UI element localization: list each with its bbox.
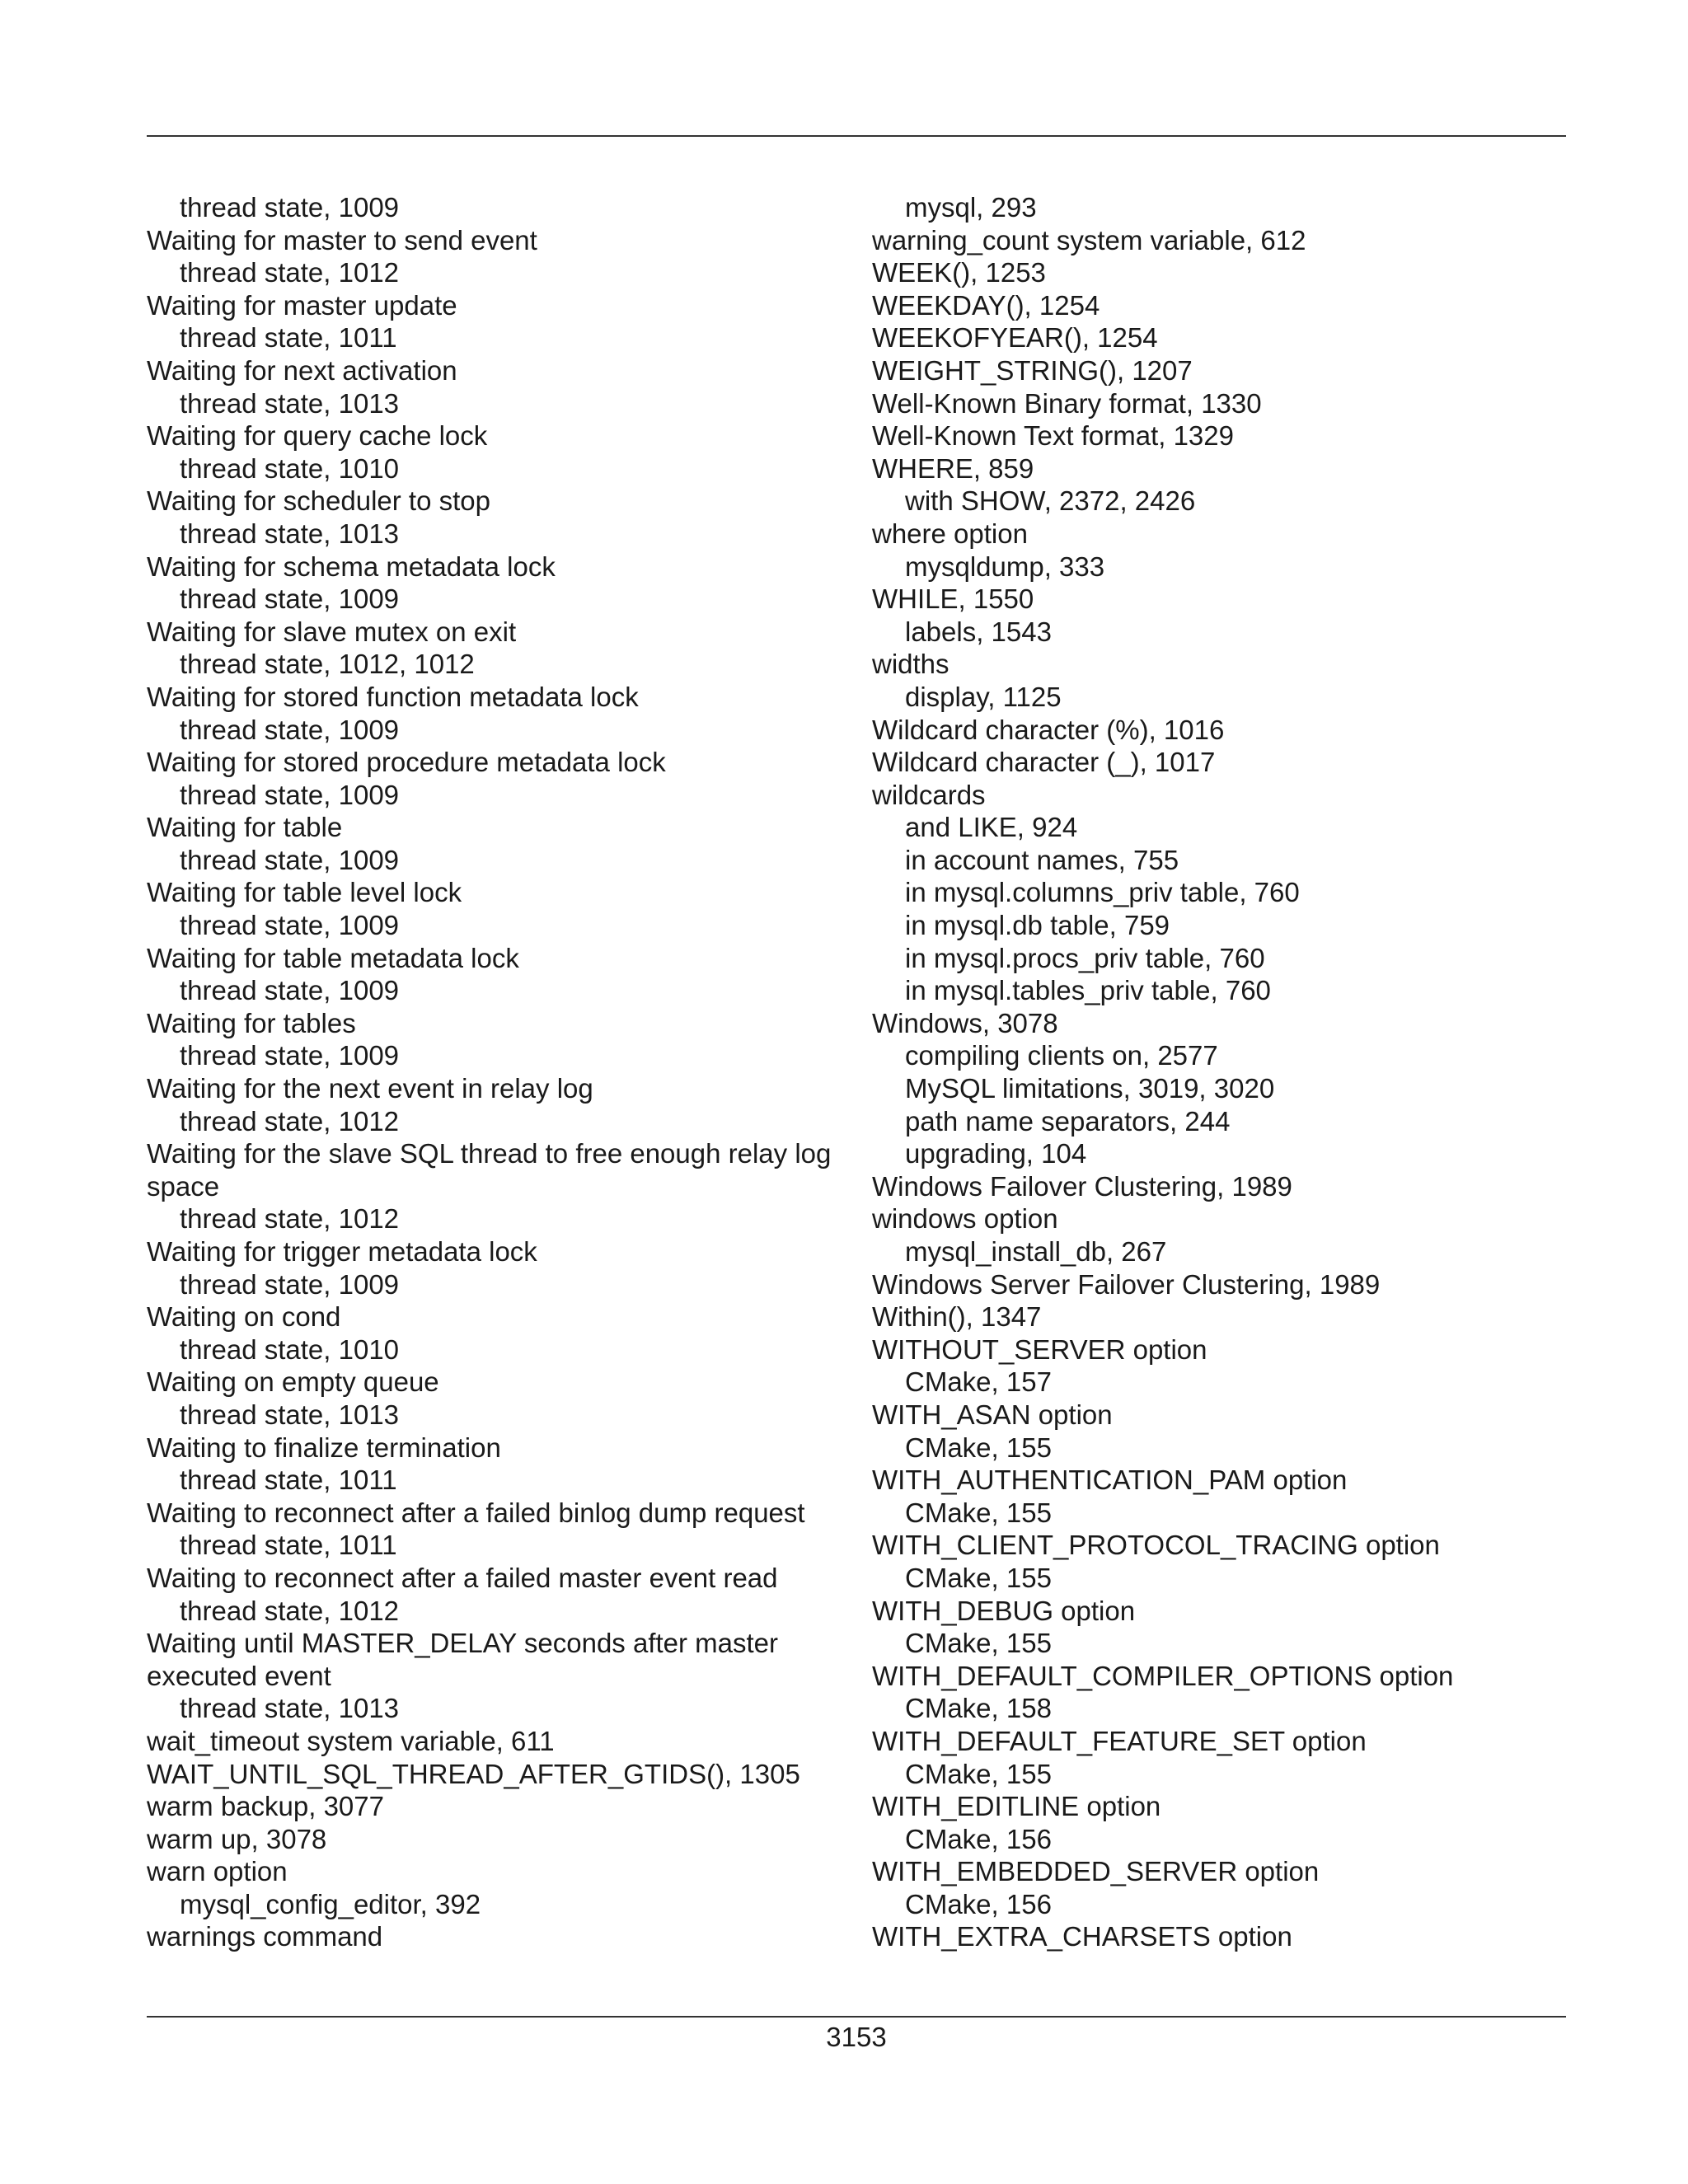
- index-entry: Waiting to finalize termination: [147, 1432, 501, 1463]
- index-entry: Well-Known Text format, 1329: [872, 420, 1234, 452]
- index-subentry: thread state, 1012: [180, 1203, 400, 1235]
- index-entry: windows option: [872, 1203, 1058, 1235]
- index-entry: WITH_EXTRA_CHARSETS option: [872, 1921, 1292, 1952]
- index-subentry: CMake, 156: [905, 1823, 1052, 1854]
- index-subentry: mysql, 293: [905, 192, 1037, 223]
- index-subentry: CMake, 158: [905, 1693, 1052, 1724]
- index-entry: Waiting for master to send event: [147, 224, 537, 255]
- index-entry: Waiting for table level lock: [147, 877, 462, 908]
- index-entry: WITH_DEFAULT_FEATURE_SET option: [872, 1725, 1367, 1756]
- index-entry: Windows Failover Clustering, 1989: [872, 1170, 1292, 1202]
- index-subentry: thread state, 1009: [180, 975, 400, 1006]
- index-entry: Waiting for slave mutex on exit: [147, 616, 517, 647]
- index-subentry: mysql_config_editor, 392: [180, 1888, 481, 1919]
- index-entry: Waiting for the slave SQL thread to free enough relay log space: [147, 1138, 832, 1202]
- index-subentry: thread state, 1010: [180, 452, 400, 484]
- index-subentry: thread state, 1009: [180, 714, 400, 745]
- index-entry: Waiting to reconnect after a failed master event read: [147, 1562, 778, 1593]
- index-entry: warnings command: [147, 1921, 383, 1952]
- index-subentry: thread state, 1013: [180, 518, 400, 549]
- index-subentry: thread state, 1011: [180, 1465, 397, 1496]
- index-entry: WITHOUT_SERVER option: [872, 1333, 1207, 1365]
- index-entry: Waiting for scheduler to stop: [147, 485, 490, 517]
- index-subentry: and LIKE, 924: [905, 812, 1078, 843]
- index-subentry: thread state, 1013: [180, 1693, 400, 1724]
- index-subentry: thread state, 1010: [180, 1333, 400, 1365]
- index-subentry: thread state, 1009: [180, 1040, 400, 1071]
- index-entry: WHERE, 859: [872, 452, 1034, 484]
- index-entry: Windows, 3078: [872, 1007, 1058, 1038]
- index-subentry: path name separators, 244: [905, 1105, 1231, 1137]
- index-subentry: thread state, 1012: [180, 1595, 400, 1626]
- index-entry: Waiting for stored function metadata lock: [147, 681, 639, 712]
- index-entry: Waiting for master update: [147, 289, 457, 321]
- index-entry: wildcards: [872, 779, 986, 810]
- index-subentry: CMake, 155: [905, 1497, 1052, 1528]
- footer-rule: [147, 2016, 1566, 2018]
- index-entry: WEEKDAY(), 1254: [872, 289, 1100, 321]
- index-entry: Waiting for table metadata lock: [147, 942, 519, 973]
- page-number: 3153: [826, 2022, 887, 2052]
- index-subentry: display, 1125: [905, 681, 1062, 712]
- index-entry: Waiting for schema metadata lock: [147, 551, 556, 582]
- index-subentry: CMake, 155: [905, 1432, 1052, 1463]
- index-subentry: upgrading, 104: [905, 1138, 1087, 1169]
- index-entry: warning_count system variable, 612: [872, 224, 1306, 255]
- index-entry: Waiting until MASTER_DELAY seconds after master executed event: [147, 1628, 779, 1691]
- index-entry: WEIGHT_STRING(), 1207: [872, 354, 1193, 386]
- index-entry: wait_timeout system variable, 611: [147, 1725, 555, 1756]
- index-column-right: [872, 191, 1566, 1953]
- index-entry: Within(), 1347: [872, 1301, 1042, 1333]
- index-entry: Waiting on cond: [147, 1301, 341, 1333]
- index-subentry: with SHOW, 2372, 2426: [905, 485, 1196, 517]
- index-subentry: thread state, 1012: [180, 257, 400, 288]
- index-subentry: thread state, 1013: [180, 1399, 400, 1430]
- index-subentry: thread state, 1013: [180, 387, 400, 419]
- index-entry: widths: [872, 649, 950, 680]
- index-subentry: thread state, 1009: [180, 910, 400, 941]
- index-subentry: thread state, 1012, 1012: [180, 649, 475, 680]
- index-subentry: thread state, 1009: [180, 1268, 400, 1300]
- index-entry: WITH_EDITLINE option: [872, 1791, 1161, 1822]
- index-entry: Wildcard character (%), 1016: [872, 714, 1225, 745]
- index-column-left: [147, 191, 856, 1953]
- index-subentry: thread state, 1011: [180, 322, 397, 354]
- index-entry: WITH_DEFAULT_COMPILER_OPTIONS option: [872, 1660, 1454, 1691]
- index-subentry: CMake, 155: [905, 1562, 1052, 1593]
- index-subentry: in mysql.columns_priv table, 760: [905, 877, 1300, 908]
- index-entry: where option: [872, 518, 1028, 549]
- index-entry: Waiting for table: [147, 812, 343, 843]
- index-entry: WITH_EMBEDDED_SERVER option: [872, 1856, 1320, 1887]
- index-subentry: in mysql.procs_priv table, 760: [905, 942, 1265, 973]
- index-subentry: mysqldump, 333: [905, 551, 1105, 582]
- index-entry: WITH_CLIENT_PROTOCOL_TRACING option: [872, 1530, 1440, 1561]
- index-entry: Waiting for stored procedure metadata lock: [147, 747, 666, 778]
- index-entry: WEEK(), 1253: [872, 257, 1046, 288]
- index-entry: Waiting on empty queue: [147, 1366, 439, 1398]
- index-entry: WITH_DEBUG option: [872, 1595, 1136, 1626]
- index-entry: warm backup, 3077: [147, 1791, 384, 1822]
- index-entry: WEEKOFYEAR(), 1254: [872, 322, 1158, 354]
- index-subentry: in mysql.db table, 759: [905, 910, 1170, 941]
- index-entry: WITH_ASAN option: [872, 1399, 1113, 1430]
- index-subentry: thread state, 1011: [180, 1530, 397, 1561]
- index-subentry: in account names, 755: [905, 844, 1179, 875]
- index-subentry: thread state, 1009: [180, 779, 400, 810]
- index-subentry: thread state, 1012: [180, 1105, 400, 1137]
- index-subentry: thread state, 1009: [180, 844, 400, 875]
- index-subentry: compiling clients on, 2577: [905, 1040, 1218, 1071]
- index-subentry: CMake, 156: [905, 1888, 1052, 1919]
- index-subentry: CMake, 155: [905, 1758, 1052, 1789]
- index-entry: warm up, 3078: [147, 1823, 327, 1854]
- index-entry: Well-Known Binary format, 1330: [872, 387, 1262, 419]
- index-entry: Waiting for trigger metadata lock: [147, 1236, 537, 1267]
- index-subentry: in mysql.tables_priv table, 760: [905, 975, 1271, 1006]
- index-entry: Waiting for next activation: [147, 354, 457, 386]
- index-entry: Waiting for query cache lock: [147, 420, 488, 452]
- index-subentry: mysql_install_db, 267: [905, 1236, 1167, 1267]
- index-subentry: CMake, 157: [905, 1366, 1052, 1398]
- index-subentry: labels, 1543: [905, 616, 1052, 647]
- index-entry: Wildcard character (_), 1017: [872, 747, 1216, 778]
- index-subentry: thread state, 1009: [180, 583, 400, 615]
- index-subentry: MySQL limitations, 3019, 3020: [905, 1073, 1275, 1104]
- index-entry: Waiting for tables: [147, 1007, 356, 1038]
- index-entry: Windows Server Failover Clustering, 1989: [872, 1268, 1381, 1300]
- index-subentry: thread state, 1009: [180, 192, 400, 223]
- index-subentry: CMake, 155: [905, 1628, 1052, 1659]
- index-entry: WHILE, 1550: [872, 583, 1034, 615]
- header-rule: [147, 135, 1566, 137]
- index-entry: Waiting to reconnect after a failed binlog dump request: [147, 1497, 805, 1528]
- index-entry: WAIT_UNTIL_SQL_THREAD_AFTER_GTIDS(), 1305: [147, 1758, 800, 1789]
- index-entry: WITH_AUTHENTICATION_PAM option: [872, 1465, 1348, 1496]
- index-entry: warn option: [147, 1856, 288, 1887]
- index-entry: Waiting for the next event in relay log: [147, 1073, 593, 1104]
